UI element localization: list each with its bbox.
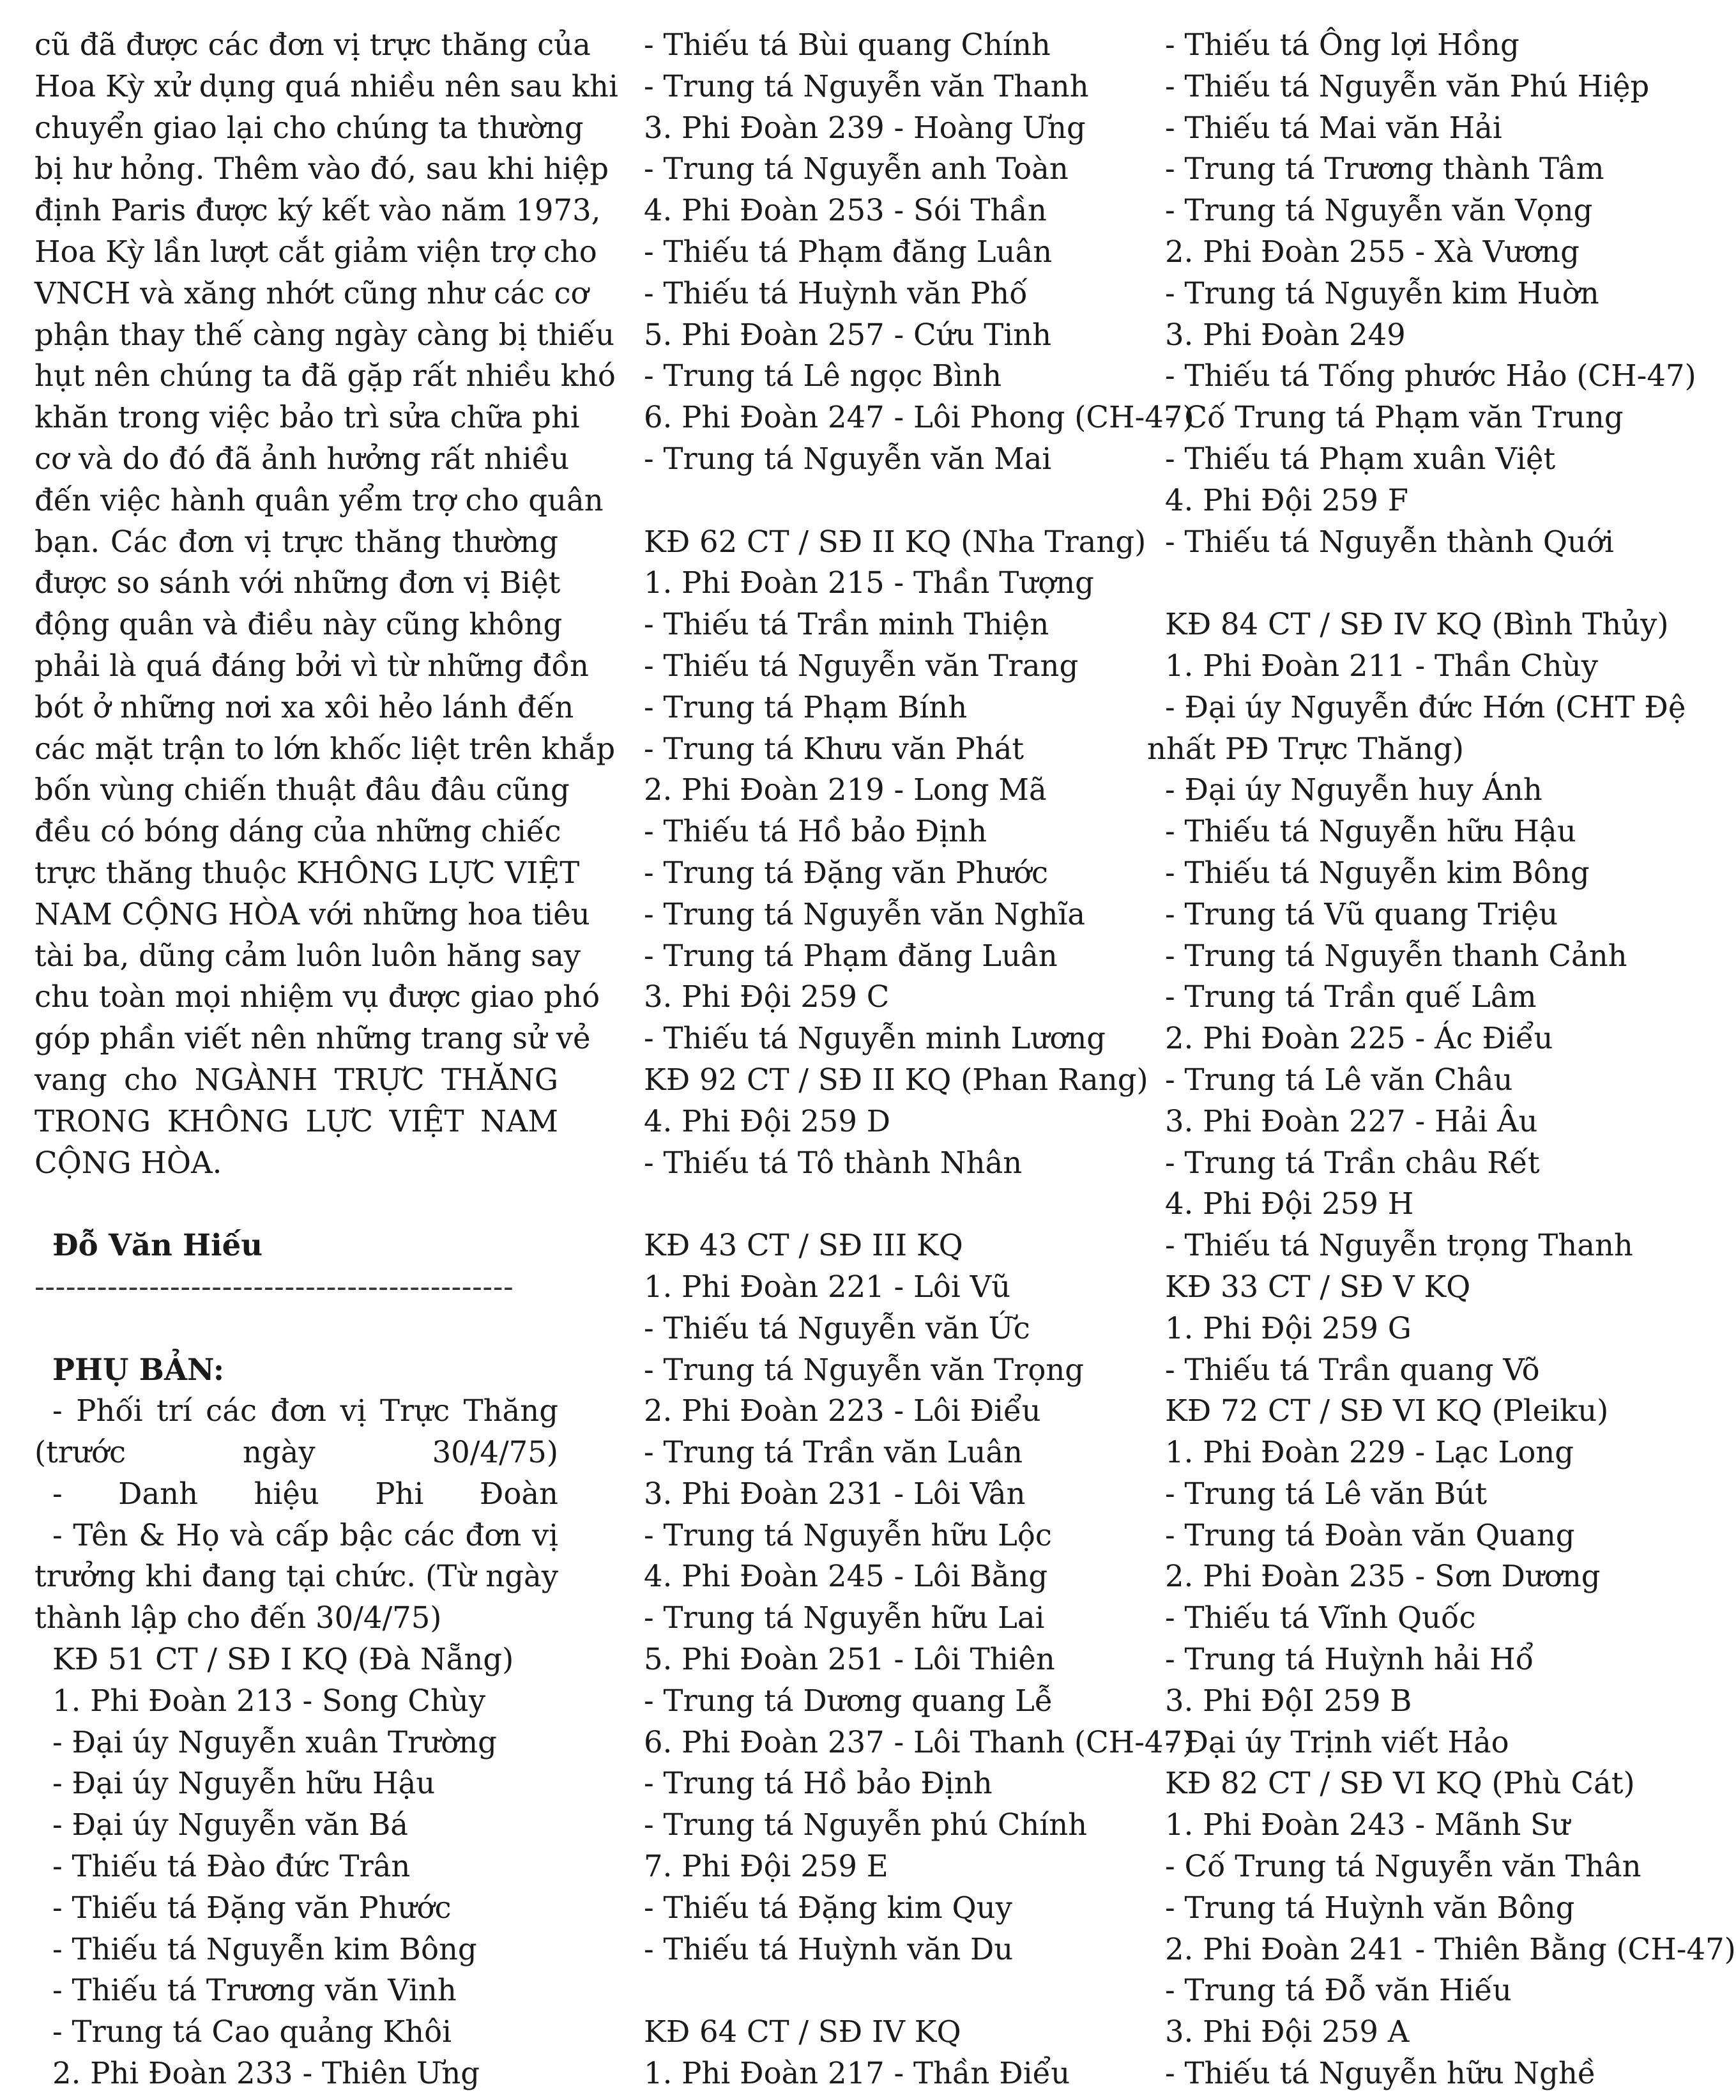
squadron-line: 6. Phi Đoàn 247 - Lôi Phong (CH-47) [644,400,1194,435]
commander-line: - Trung tá Trần văn Luân [644,1435,1023,1470]
commander-line: - Thiếu tá Mai văn Hải [1165,110,1502,145]
commander-line: - Trung tá Hồ bảo Định [644,1766,993,1801]
wing-heading: KĐ 72 CT / SĐ VI KQ (Pleiku) [1165,1393,1609,1429]
squadron-line: 6. Phi Đoàn 237 - Lôi Thanh (CH-47) [644,1724,1194,1759]
paragraph-line: CỘNG HÒA. [34,1145,222,1180]
unit-list-line: 1. Phi Đoàn 213 - Song Chùy [52,1683,486,1718]
commander-line: - Thiếu tá Đặng kim Quy [644,1890,1012,1925]
paragraph-line: vang cho NGÀNH TRỰC THĂNG [34,1062,558,1097]
commander-line: - Trung tá Trần quế Lâm [1165,979,1537,1015]
commander-line: - Thiếu tá Nguyễn kim Bông [1165,855,1590,890]
commander-line: - Đại úy Trịnh viết Hảo [1165,1724,1509,1759]
commander-line: - Trung tá Huỳnh hải Hổ [1165,1642,1534,1677]
unit-list-line: - Đại úy Nguyễn văn Bá [52,1807,409,1843]
spacer [626,1183,1137,1225]
author-signature: Đỗ Văn Hiếu [52,1227,263,1263]
unit-list-line: - Thiếu tá Đặng văn Phước [52,1890,452,1925]
commander-line: - Thiếu tá Nguyễn văn Ức [644,1310,1030,1345]
unit-list-line: 2. Phi Đoàn 233 - Thiên Ưng [52,2056,480,2091]
squadron-line: 4. Phi Đội 259 F [1165,482,1409,517]
paragraph-line: động quân và điều này cũng không [34,607,563,642]
commander-line: - Trung tá Nguyễn văn Trọng [644,1352,1085,1387]
squadron-line: 3. Phi Đội 259 C [644,979,890,1015]
separator-line: ---------------------------------------------- [34,1269,514,1304]
squadron-line: 1. Phi Đoàn 221 - Lôi Vũ [644,1269,1011,1304]
spacer [34,1183,558,1225]
appendix-line: trưởng khi đang tại chức. (Từ ngày [34,1559,558,1594]
paragraph-line: Hoa Kỳ xử dụng quá nhiều nên sau khi [34,68,618,103]
paragraph-line: định Paris được ký kết vào năm 1973, [34,193,601,228]
squadron-line: 1. Phi Đoàn 215 - Thần Tượng [644,565,1094,601]
commander-line: - Trung tá Nguyễn anh Toàn [644,151,1069,187]
commander-line: - Trung tá Khưu văn Phát [644,731,1024,766]
squadron-line: 1. Phi Đoàn 211 - Thần Chùy [1165,648,1598,683]
paragraph-line: góp phần viết nên những trang sử vẻ [34,1021,591,1056]
paragraph-line: Hoa Kỳ lần lượt cắt giảm viện trợ cho [34,234,597,269]
commander-line: - Thiếu tá Nguyễn hữu Hậu [1165,814,1576,849]
paragraph-line: bị hư hỏng. Thêm vào đó, sau khi hiệp [34,151,609,187]
paragraph-line: cơ và do đó đã ảnh hưởng rất nhiều [34,441,570,476]
commander-line: - Trung tá Đỗ văn Hiếu [1165,1973,1512,2008]
paragraph-line: chu toàn mọi nhiệm vụ được giao phó [34,979,600,1015]
paragraph-line: bót ở những nơi xa xôi hẻo lánh đến [34,689,574,724]
commander-line: - Trung tá Lê văn Bút [1165,1476,1488,1511]
appendix-line: - Phối trí các đơn vị Trực Thăng [52,1393,558,1429]
appendix-line: (trước ngày 30/4/75) [34,1435,558,1470]
squadron-line: 2. Phi Đoàn 223 - Lôi Điểu [644,1393,1041,1429]
wing-heading: KĐ 64 CT / SĐ IV KQ [644,2014,961,2050]
paragraph-line: trực thăng thuộc KHÔNG LỰC VIỆT [34,855,580,890]
paragraph-line: TRONG KHÔNG LỰC VIỆT NAM [34,1103,558,1138]
commander-line: - Thiếu tá Huỳnh văn Phố [644,275,1028,310]
commander-line: - Trung tá Nguyễn văn Thanh [644,68,1089,103]
spacer [626,1970,1137,2011]
commander-line: - Thiếu tá Ông lợi Hồng [1165,27,1519,62]
squadron-line: 3. Phi Đoàn 239 - Hoàng Ưng [644,110,1086,145]
commander-line: - Trung tá Vũ quang Triệu [1165,896,1558,931]
squadron-line: 3. Phi Đoàn 231 - Lôi Vân [644,1476,1026,1511]
wing-heading: KĐ 92 CT / SĐ II KQ (Phan Rang) [644,1062,1148,1097]
squadron-line: 3. Phi Đoàn 227 - Hải Âu [1165,1103,1538,1138]
commander-line: - Trung tá Lê văn Châu [1165,1062,1513,1097]
commander-line: - Trung tá Dương quang Lễ [644,1683,1053,1718]
paragraph-line: cũ đã được các đơn vị trực thăng của [34,27,591,62]
paragraph-line: VNCH và xăng nhớt cũng như các cơ [34,275,589,310]
paragraph-line: đều có bóng dáng của những chiếc [34,814,561,849]
paragraph-line: phải là quá đáng bởi vì từ những đồn [34,648,589,683]
squadron-line: 4. Phi Đoàn 253 - Sói Thần [644,193,1047,228]
appendix-line: - Tên & Họ và cấp bậc các đơn vị [52,1517,558,1552]
appendix-title: PHỤ BẢN: [52,1351,225,1387]
closing-paragraph [34,24,618,1183]
commander-line: - Thiếu tá Nguyễn thành Quới [1165,524,1614,559]
unit-list-col1 [34,1639,558,2094]
commander-line: - Cố Trung tá Phạm văn Trung [1165,400,1624,435]
commander-line: nhất PĐ Trực Thăng) [1147,731,1465,766]
unit-list-line: - Thiếu tá Nguyễn kim Bông [52,1931,477,1966]
commander-line: - Trung tá Trương thành Tâm [1165,151,1604,187]
commander-line: - Thiếu tá Phạm đăng Luân [644,234,1053,269]
commander-line: - Trung tá Huỳnh văn Bông [1165,1890,1575,1925]
wing-heading: KĐ 33 CT / SĐ V KQ [1165,1269,1471,1304]
squadron-line: 5. Phi Đoàn 257 - Cứu Tinh [644,317,1052,352]
spacer [1147,562,1677,604]
commander-line: - Thiếu tá Trần minh Thiện [644,607,1049,642]
unit-list-line: - Thiếu tá Trương văn Vinh [52,1973,457,2008]
commander-line: - Thiếu tá Nguyễn văn Phú Hiệp [1165,68,1650,103]
commander-line: - Trung tá Nguyễn văn Vọng [1165,193,1593,228]
commander-line: - Trung tá Lê ngọc Bình [644,358,1002,394]
paragraph-line: NAM CỘNG HÒA với những hoa tiêu [34,896,590,931]
paragraph-line: phận thay thế càng ngày càng bị thiếu [34,317,615,352]
unit-list-line: - Đại úy Nguyễn hữu Hậu [52,1766,436,1801]
commander-line: - Trung tá Phạm Bính [644,689,968,724]
commander-line: - Đại úy Nguyễn huy Ánh [1165,772,1542,808]
squadron-line: 4. Phi Đội 259 H [1165,1186,1414,1222]
unit-list-line: - Đại úy Nguyễn xuân Trường [52,1724,497,1759]
commander-line: - Trung tá Phạm đăng Luân [644,938,1058,973]
commander-line: - Thiếu tá Nguyễn hữu Nghề [1165,2056,1596,2091]
wing-heading: KĐ 84 CT / SĐ IV KQ (Bình Thủy) [1165,607,1669,642]
squadron-line: 1. Phi Đội 259 G [1165,1310,1412,1345]
squadron-line: 2. Phi Đoàn 219 - Long Mã [644,772,1047,808]
unit-list-line: KĐ 51 CT / SĐ I KQ (Đà Nẵng) [52,1642,514,1677]
commander-line: - Thiếu tá Huỳnh văn Du [644,1931,1014,1966]
unit-list-line: - Thiếu tá Đào đức Trân [52,1849,411,1884]
commander-line: - Thiếu tá Trần quang Võ [1165,1352,1540,1387]
squadron-line: 2. Phi Đoàn 235 - Sơn Dương [1165,1559,1601,1594]
paragraph-line: chuyển giao lại cho chúng ta thường [34,110,584,145]
squadron-line: 7. Phi Đội 259 E [644,1849,888,1884]
commander-line: - Thiếu tá Tống phước Hảo (CH-47) [1165,358,1696,394]
paragraph-line: khăn trong việc bảo trì sửa chữa phi [34,400,580,435]
squadron-line: 3. Phi Đội 259 A [1165,2014,1410,2050]
commander-line: - Cố Trung tá Nguyễn văn Thân [1165,1849,1641,1884]
appendix-notes [34,1390,558,1639]
squadron-line: 2. Phi Đoàn 255 - Xà Vương [1165,234,1580,269]
squadron-line: 4. Phi Đoàn 245 - Lôi Bằng [644,1559,1048,1594]
wing-heading: KĐ 43 CT / SĐ III KQ [644,1228,963,1263]
commander-line: - Thiếu tá Nguyễn văn Trang [644,648,1079,683]
spacer [626,480,1137,521]
paragraph-line: bốn vùng chiến thuật đâu đâu cũng [34,772,570,808]
commander-line: - Trung tá Nguyễn hữu Lai [644,1600,1045,1636]
commander-line: - Thiếu tá Hồ bảo Định [644,814,987,849]
squadron-line: 3. Phi ĐộI 259 B [1165,1683,1412,1718]
commander-line: - Trung tá Nguyễn phú Chính [644,1807,1088,1843]
commander-line: - Thiếu tá Tô thành Nhân [644,1145,1023,1180]
commander-line: - Trung tá Nguyễn kim Huờn [1165,275,1599,310]
squadron-line: 4. Phi Đội 259 D [644,1103,891,1138]
wing-heading: KĐ 62 CT / SĐ II KQ (Nha Trang) [644,524,1146,559]
paragraph-line: được so sánh với những đơn vị Biệt [34,565,561,601]
squadron-line: 2. Phi Đoàn 225 - Ác Điểu [1165,1021,1553,1056]
paragraph-line: các mặt trận to lớn khốc liệt trên khắp [34,731,616,766]
squadron-line: 5. Phi Đoàn 251 - Lôi Thiên [644,1642,1055,1677]
wing-heading: KĐ 82 CT / SĐ VI KQ (Phù Cát) [1165,1766,1635,1801]
squadron-line: 1. Phi Đoàn 217 - Thần Điểu [644,2056,1070,2091]
commander-line: - Trung tá Đặng văn Phước [644,855,1049,890]
middle-column [626,24,1194,2094]
commander-line: - Trung tá Nguyễn văn Nghĩa [644,896,1086,931]
paragraph-line: đến việc hành quân yểm trợ cho quân [34,482,604,517]
commander-line: - Thiếu tá Nguyễn minh Lương [644,1021,1106,1056]
right-column [1147,24,1736,2094]
commander-line: - Thiếu tá Nguyễn trọng Thanh [1165,1228,1633,1263]
spacer [34,1308,558,1349]
commander-line: - Đại úy Nguyễn đức Hớn (CHT Đệ [1165,689,1686,724]
commander-line: - Thiếu tá Vĩnh Quốc [1165,1600,1476,1636]
commander-line: - Trung tá Đoàn văn Quang [1165,1517,1575,1552]
commander-line: - Thiếu tá Bùi quang Chính [644,27,1051,62]
squadron-line: 1. Phi Đoàn 243 - Mãnh Sư [1165,1807,1570,1843]
paragraph-line: hụt nên chúng ta đã gặp rất nhiều khó [34,358,616,394]
commander-line: - Trung tá Nguyễn văn Mai [644,441,1052,476]
appendix-line: thành lập cho đến 30/4/75) [34,1600,442,1636]
paragraph-line: bạn. Các đơn vị trực thăng thường [34,524,558,559]
squadron-line: 1. Phi Đoàn 229 - Lạc Long [1165,1435,1574,1470]
squadron-line: 2. Phi Đoàn 241 - Thiên Bằng (CH-47) [1165,1931,1736,1966]
squadron-line: 3. Phi Đoàn 249 [1165,317,1406,352]
commander-line: - Thiếu tá Phạm xuân Việt [1165,441,1556,476]
commander-line: - Trung tá Nguyễn hữu Lộc [644,1517,1052,1552]
paragraph-line: tài ba, dũng cảm luôn luôn hăng say [34,938,581,973]
commander-line: - Trung tá Trần châu Rết [1165,1145,1540,1180]
appendix-line: - Danh hiệu Phi Đoàn [52,1476,558,1511]
unit-list-line: - Trung tá Cao quảng Khôi [52,2014,452,2050]
commander-line: - Trung tá Nguyễn thanh Cảnh [1165,938,1627,973]
left-column [34,24,618,2094]
